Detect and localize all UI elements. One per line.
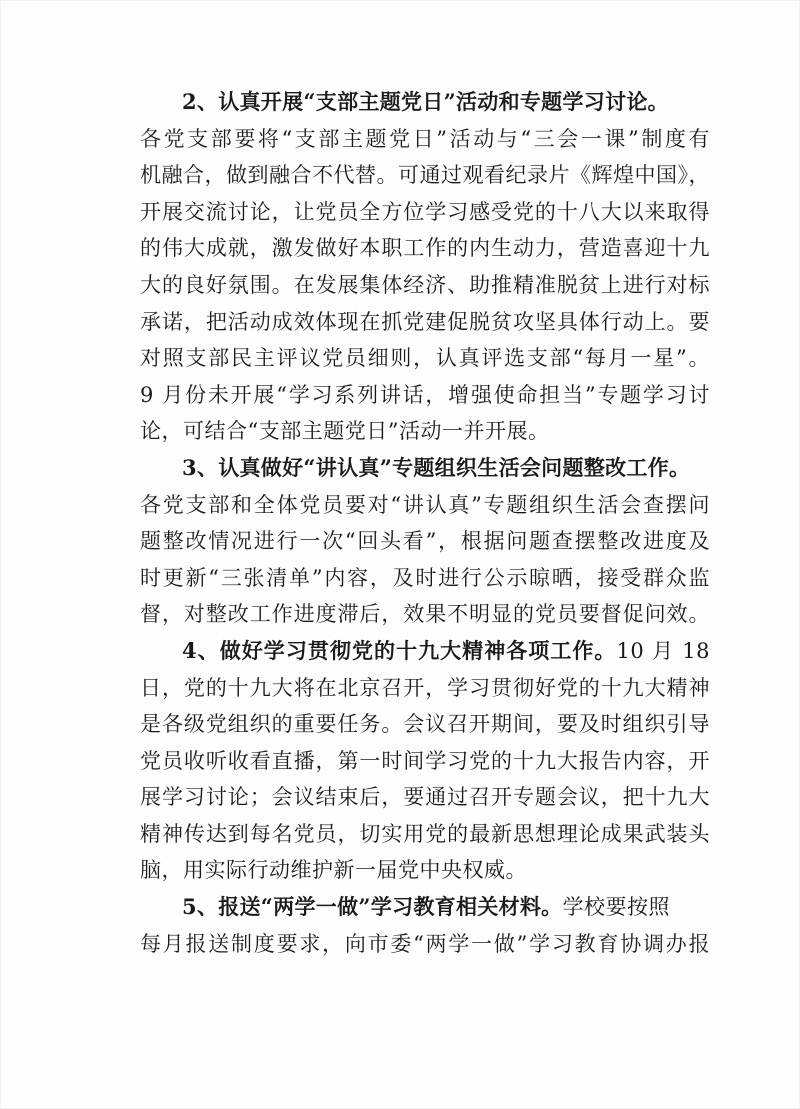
- section-2-line-5: 大的良好氛围。在发展集体经济、助推精准脱贫上进行对标: [140, 272, 710, 297]
- section-4-line-2: 是各级党组织的重要任务。会议召开期间，要及时组织引导: [140, 712, 710, 737]
- section-5-line-1: 每月报送制度要求，向市委“两学一做”学习教育协调办报: [140, 931, 710, 956]
- section-2-line-8: 9 月份未开展“学习系列讲话，增强使命担当”专题学习讨: [140, 382, 710, 407]
- section-2-line-4: 的伟大成就，激发做好本职工作的内生动力，营造喜迎十九: [140, 236, 710, 261]
- section-5-heading-line: [140, 889, 710, 926]
- section-3-line-1: 各党支部和全体党员要对“讲认真”专题组织生活会查摆问: [140, 492, 710, 517]
- section-2-line-6: 承诺，把活动成效体现在抓党建促脱贫攻坚具体行动上。要: [140, 309, 710, 334]
- section-4-heading: 4、做好学习贯彻党的十九大精神各项工作。: [182, 637, 617, 663]
- section-5-heading-tail: 学校要按照: [562, 895, 670, 920]
- section-2-heading: 2、认真开展“支部主题党日”活动和专题学习讨论。: [182, 89, 669, 114]
- section-3-line-2: 题整改情况进行一次“回头看”，根据问题查摆整改进度及: [140, 529, 710, 554]
- document-body: [140, 84, 710, 962]
- section-3-line-4: 督，对整改工作进度滞后，效果不明显的党员要督促问效。: [140, 602, 710, 627]
- section-2-line-9: 论，可结合“支部主题党日”活动一并开展。: [140, 419, 550, 444]
- section-2-line-3: 开展交流讨论，让党员全方位学习感受党的十八大以来取得: [140, 199, 710, 224]
- section-4-line-1: 日，党的十九大将在北京召开，学习贯彻好党的十九大精神: [140, 675, 710, 700]
- section-2-line-7: 对照支部民主评议党员细则，认真评选支部“每月一星”。: [140, 346, 710, 371]
- section-4-line-3: 党员收听收看直播，第一时间学习党的十九大报告内容，开: [140, 748, 710, 773]
- section-2-line-1: 各党支部要将“支部主题党日”活动与“三会一课”制度有: [140, 126, 710, 151]
- section-4-heading-tail: 10 月 18: [616, 638, 710, 663]
- section-4-heading-line: [140, 633, 710, 670]
- section-3-line-3: 时更新“三张清单”内容，及时进行公示晾晒，接受群众监: [140, 565, 710, 590]
- section-2-line-2: 机融合，做到融合不代替。可通过观看纪录片《辉煌中国》，: [140, 163, 710, 188]
- section-4-line-5: 精神传达到每名党员，切实用党的最新思想理论成果武装头: [140, 821, 710, 846]
- section-3-heading: 3、认真做好“讲认真”专题组织生活会问题整改工作。: [182, 454, 691, 480]
- section-4-line-4: 展学习讨论；会议结束后，要通过召开专题会议，把十九大: [140, 785, 710, 810]
- section-4-line-6: 脑，用实际行动维护新一届党中央权威。: [140, 858, 527, 883]
- section-5-heading: 5、报送“两学一做”学习教育相关材料。: [182, 894, 563, 920]
